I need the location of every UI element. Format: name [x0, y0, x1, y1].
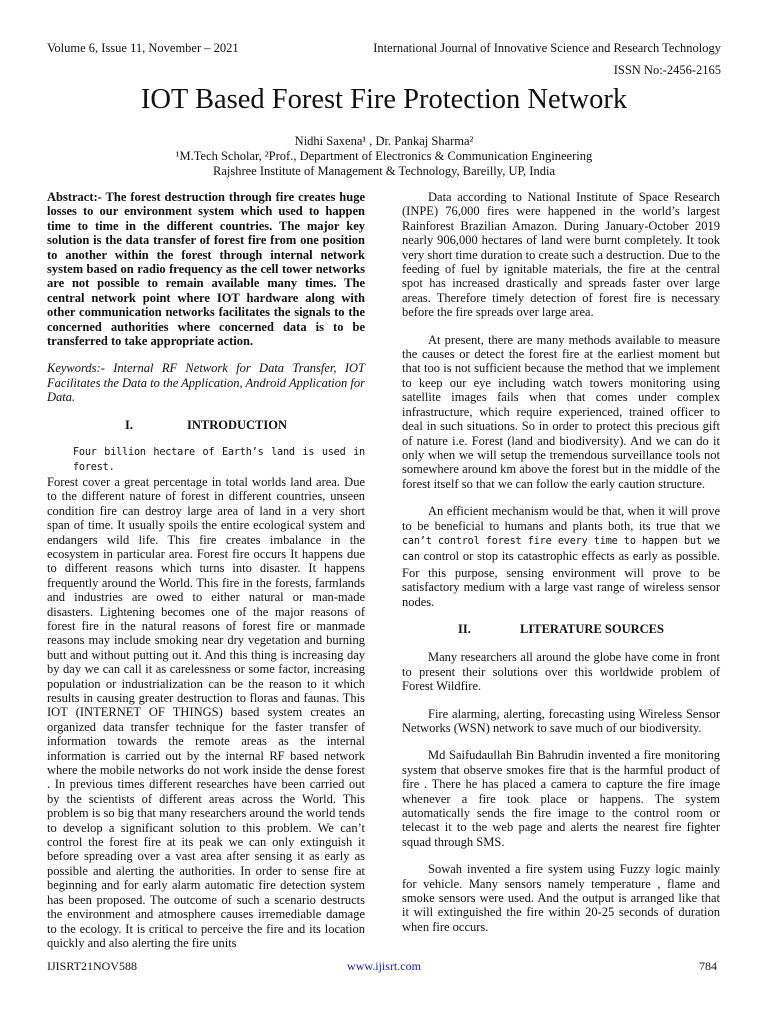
left-column: [47, 190, 365, 963]
paragraph-wsn: Fire alarming, alerting, forecasting using Wireless Sensor Networks (WSN) network to save much of our biodiversity.: [402, 706, 720, 735]
paragraph-researchers: Many researchers all around the globe have come in front to present their solutions over this worldwide problem of Forest Wildfire.: [402, 650, 720, 694]
right-column: [402, 190, 720, 947]
section-title: INTRODUCTION: [186, 417, 287, 432]
paragraph-sowah: Sowah invented a fire system using Fuzzy logic mainly for vehicle. Many sensors namely temperature , flame and smoke sensors were used. And the output is arranged like that it will extinguished the fire within 20-25 seconds of duration when fire occurs.: [402, 862, 720, 934]
footer-paper-id: IJISRT21NOV588: [47, 959, 137, 973]
author-names: Nidhi Saxena¹ , Dr. Pankaj Sharma²: [294, 134, 474, 148]
affiliation-line-2: Rajshree Institute of Management & Technology, Bareilly, UP, India: [213, 164, 555, 178]
introduction-paragraph: [47, 446, 365, 950]
mechanism-text-b: control or stop its catastrophic effects as early as possible. For this purpose, sensing environment will prove to be satisfactory medium with a large vast range of wireless sensor nodes.: [402, 549, 721, 609]
section-heading-literature: [402, 622, 720, 636]
abstract: Abstract:- The forest destruction through fire creates huge losses to our environment system which used to happen time to time in the different countries. The major key solution is the data transfer of forest fire from one position to another within the forest through internal network system based on radio frequency as the cell tower networks are not possible to remain available many times. The central network point where IOT hardware along with other communication networks facilitates the signals to the concerned authorities where concerned data is to be transferred to take appropriate action.: [47, 190, 365, 349]
intro-lead-sentence: Four billion hectare of Earth’s land is used in forest.: [73, 447, 365, 473]
intro-body: Forest cover a great percentage in total worlds land area. Due to the different nature of forest in different countries, unseen condition fire can destroy large area of land in a very short span of time. It usually spoils the entire ecological system and endangers wild life. This fire creates imbalance in the ecosystem in particular area. Forest fire occurs It happens due to different reasons which turns into disaster. It happens frequently around the World. This fire in the forests, farmlands and industries are owed to either natural or man-made disasters. Lightening becomes one of the major reasons of forest fire in the natural reasons of forest fire or manmade reasons may include smoking near dry vegetation and burning butt and without putting out it. And this thing is increasing day by day we can call it as carelessness or some factor, increasing population or industrialization can be the reason to it which results in causing greater destruction to floras and faunas. This IOT (INTERNET OF THINGS) based system creates an organized data transfer technique for the faster transfer of information towards the remote areas as the internal information is carried out by the internal RF based network where the mobile networks do not work inside the dense forest . In previous times different researches have been carried out by the scientists of different areas across the World. This problem is so big that many researchers around the world tends to develop a significant solution to this problem. We can’t control the forest fire at its peak we can only extinguish it before spreading over a vast area after sensing it as early as possible and alerting the authorities. In order to sense fire at beginning and for early alarm automatic fire detection system has been proposed. The outcome of such a scenario destructs the environment and atmosphere causes irremediable damage to the ecology. It is critical to perceive the fire and its location quickly and also alerting the fire units: [47, 474, 365, 950]
journal-name: International Journal of Innovative Science and Research Technology: [373, 41, 721, 55]
section-number: II.: [458, 621, 471, 636]
affiliation-line-1: ¹M.Tech Scholar, ²Prof., Department of Electronics & Communication Engineering: [175, 149, 593, 163]
paragraph-bahrudin: Md Saifudaullah Bin Bahrudin invented a fire monitoring system that observe smokes fire that is the harmful product of fire . There he has placed a camera to capture the fire image whenever a fire took place or happens. The system automatically sends the fire image to the control room or telecast it to the web page and alerts the nearest fire fighter squad through SMS.: [402, 748, 720, 849]
page-number: 784: [699, 959, 717, 973]
section-heading-introduction: [47, 418, 365, 432]
author-block: [0, 134, 768, 179]
volume-issue: Volume 6, Issue 11, November – 2021: [47, 41, 239, 55]
paper-title: IOT Based Forest Fire Protection Network: [140, 84, 628, 115]
keywords: Keywords:- Internal RF Network for Data Transfer, IOT Facilitates the Data to the Application, Android Application for Data.: [47, 361, 365, 405]
section-number: I.: [124, 417, 133, 432]
section-title: LITERATURE SOURCES: [520, 621, 664, 636]
mechanism-text-mono: can’t control forest fire every time to happen but we can: [402, 535, 720, 564]
paragraph-inpe: Data according to National Institute of Space Research (INPE) 76,000 fires were happened in the world’s largest Rainforest Brazilian Amazon. During January-October 2019 nearly 906,000 hectares of land were burnt completely. It took very short time duration to create such a destruction. Due to the feeding of fuel by ignitable materials, the fire at the central spot has increased drastically and spreads faster over large areas. Therefore timely detection of forest fire is necessary before the fire spreads over large area.: [402, 190, 720, 320]
issn: ISSN No:-2456-2165: [613, 63, 721, 77]
footer-website-link[interactable]: www.ijisrt.com: [347, 959, 421, 973]
paragraph-methods: At present, there are many methods available to measure the causes or detect the forest fire at the earliest moment but that too is not sufficient because the method that we implement to keep our eye including watch towers monitoring using satellite images fails when that comes under complex infrastructure, which require experienced, trained officer to deal in such situations. So in order to protect this precious gift of nature i.e. Forest (land and biodiversity). And we can do it only when we will setup the tremendous surveillance tools not somewhere around km above the forest but in the middle of the forest itself so that we can follow the early caution structure.: [402, 332, 720, 491]
paragraph-mechanism: [402, 504, 720, 609]
mechanism-text-a: An efficient mechanism would be that, when it will prove to be beneficial to humans and plants both, its true that we: [402, 504, 720, 533]
